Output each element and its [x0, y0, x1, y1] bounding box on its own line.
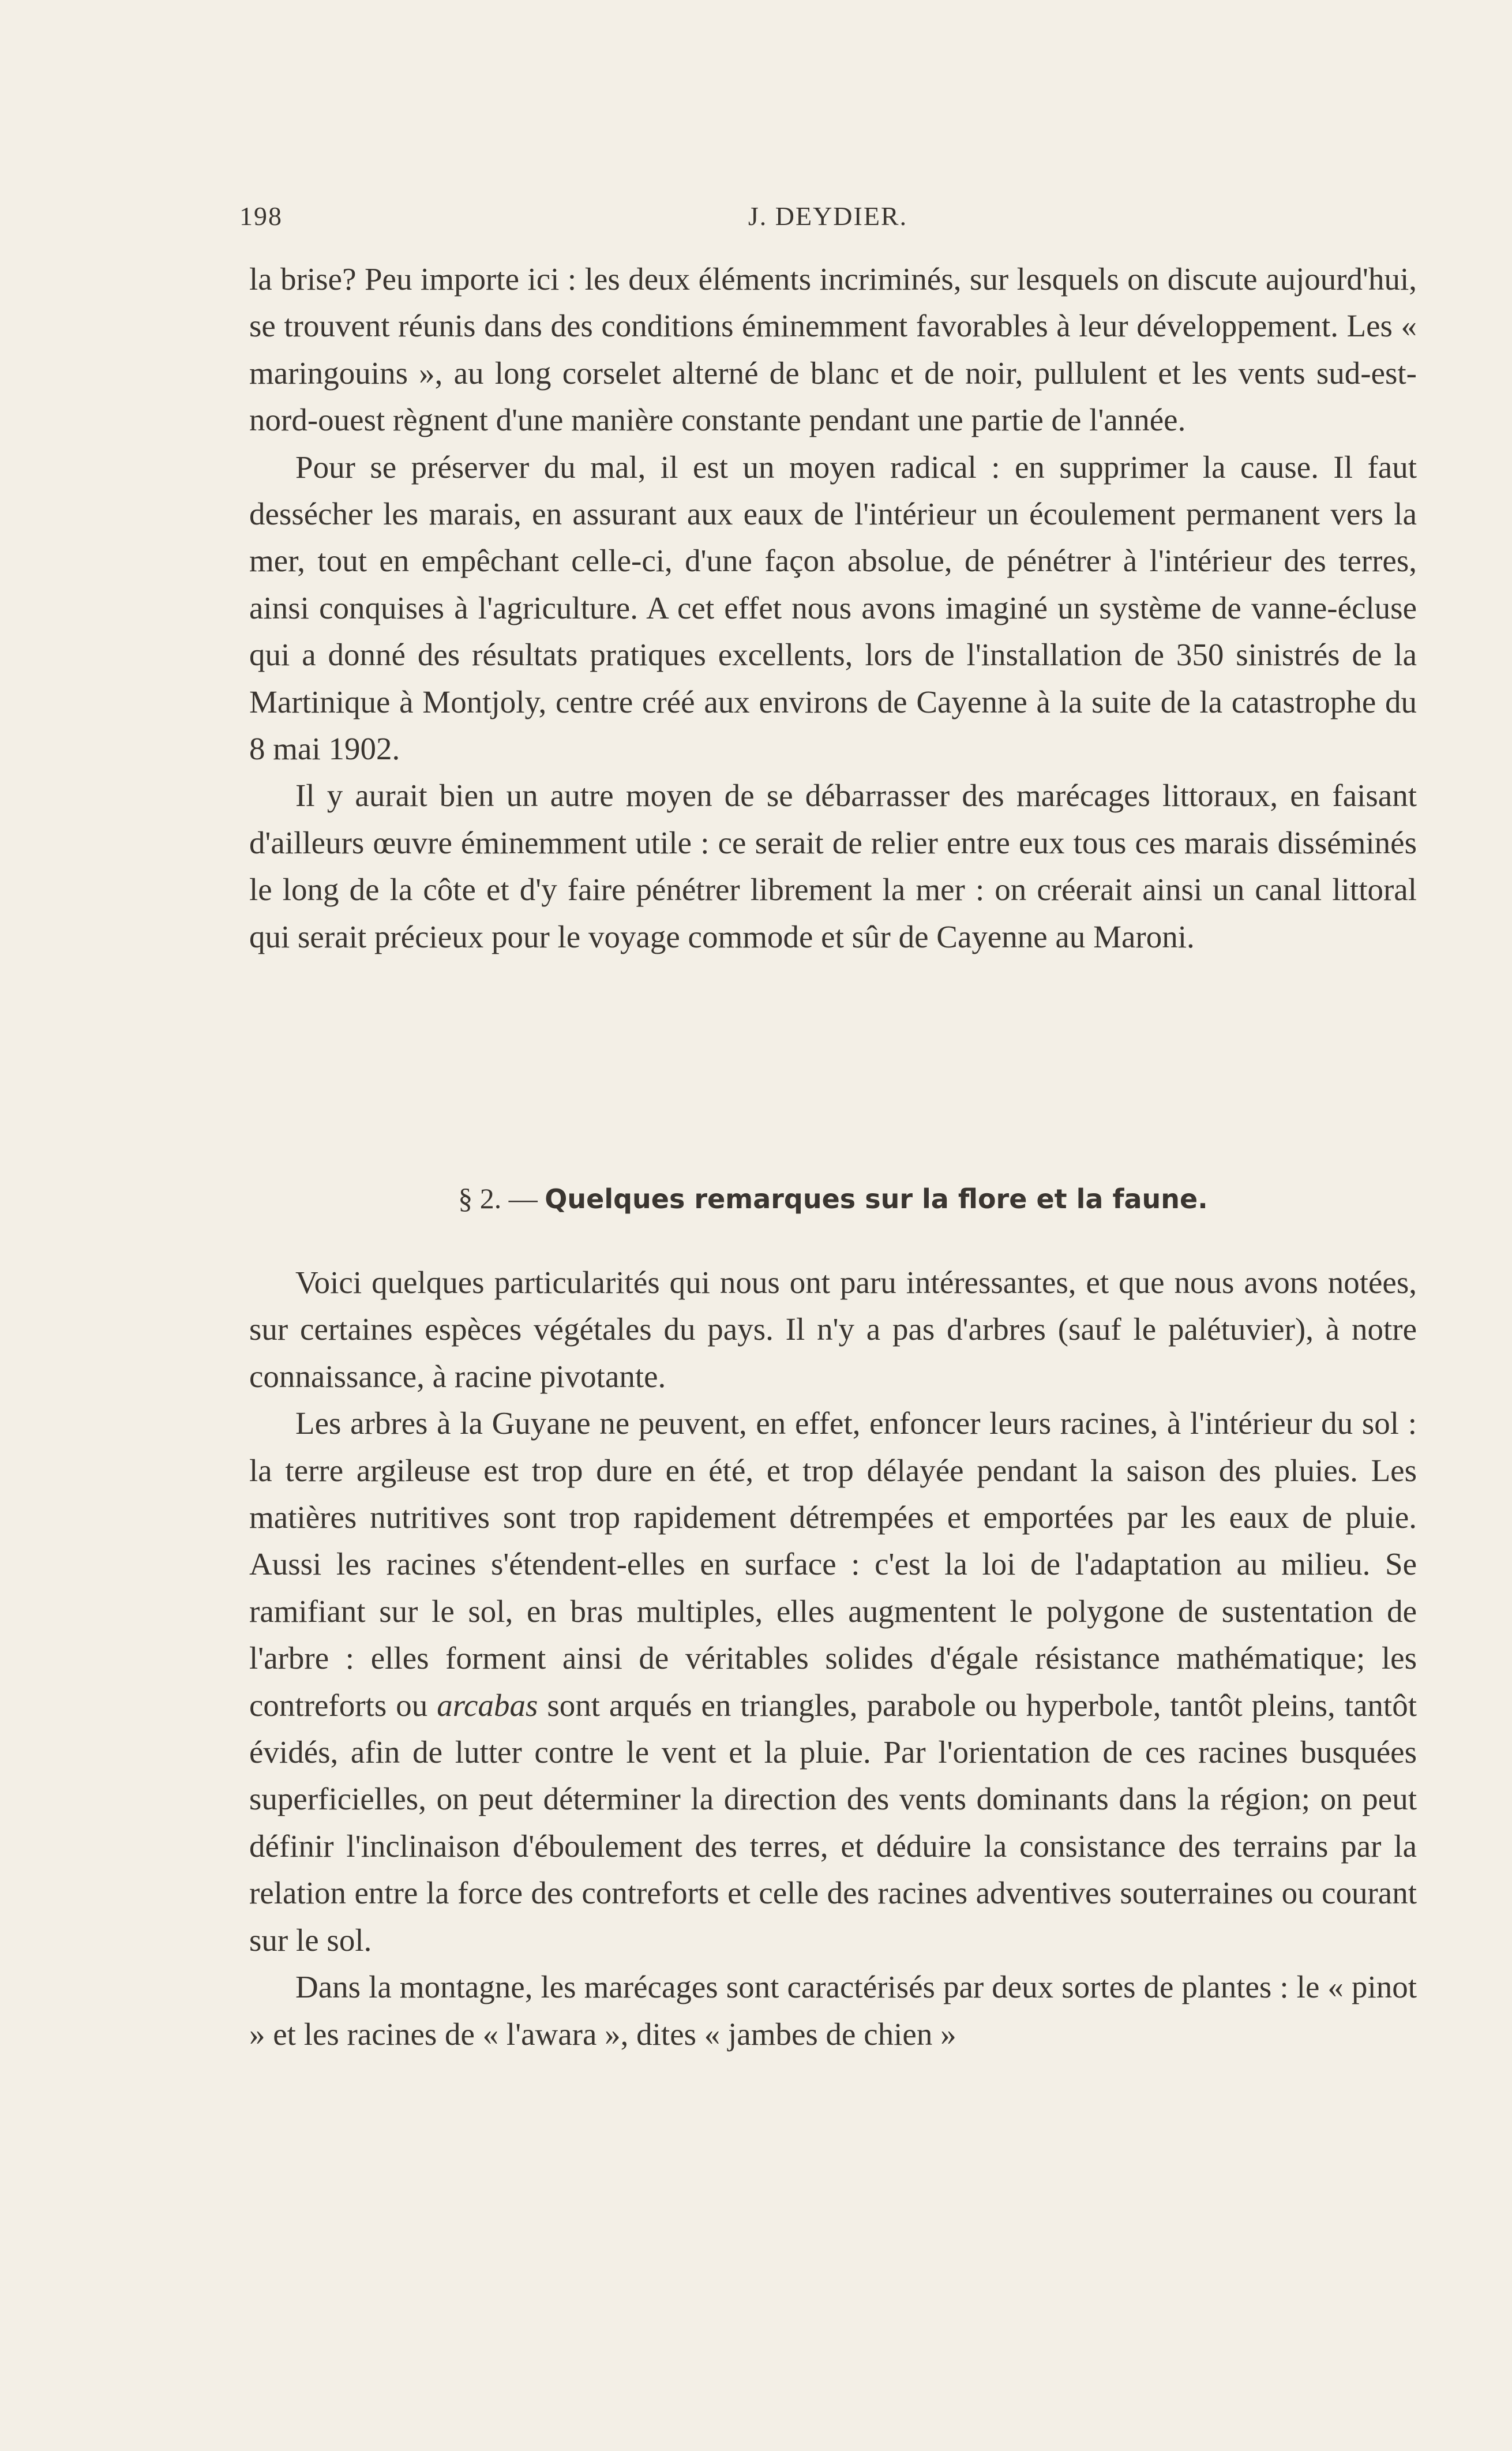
page-number: 198 — [239, 201, 283, 231]
paragraph-continuation: la brise? Peu importe ici : les deux éléments incriminés, sur lesquels on discute aujourd'hui, se trouvent réunis dans des conditions éminemment favorables à leur développement. Les « maringouins », au long corselet alterné de blanc et de noir, pullulent et les vents sud-est-nord-ouest règnent d'une manière constante pendant une partie de l'année. — [249, 261, 1417, 438]
running-title: J. DEYDIER. — [748, 201, 908, 231]
text-block-bottom — [249, 1259, 1417, 2058]
section-heading — [249, 1182, 1417, 1215]
roots-text-end: sont arqués en triangles, parabole ou hyperbole, tantôt pleins, tantôt évidés, afin de lutter contre le vent et la pluie. Par l'orientation de ces racines busquées superficielles, on peut déterminer la direction des vents dominants dans la région; on peut définir l'inclinaison d'éboulement des terres, et déduire la consistance des terrains par la relation entre la force des contreforts et celle des racines adventives souterraines ou courant sur le sol. — [249, 1687, 1417, 1958]
section-title: Quelques remarques sur la flore et la faune. — [545, 1183, 1208, 1215]
paragraph-remedy: Pour se préserver du mal, il est un moyen radical : en supprimer la cause. Il faut dessécher les marais, en assurant aux eaux de l'intérieur un écoulement permanent vers la mer, tout en empêchant celle-ci, d'une façon absolue, de pénétrer à l'intérieur des terres, ainsi conquises à l'agriculture. A cet effet nous avons imaginé un système de vanne-écluse qui a donné des résultats pratiques excellents, lors de l'installation de 350 sinistrés de la Martinique à Montjoly, centre créé aux environs de Cayenne à la suite de la catastrophe du 8 mai 1902. — [249, 449, 1417, 767]
paragraph-mountain: Dans la montagne, les marécages sont caractérisés par deux sortes de plantes : le « pinot » et les racines de « l'awara », dites « jambes de chien » — [249, 1969, 1417, 2052]
section-sign: § 2. — — [458, 1182, 538, 1215]
text-block-top — [249, 256, 1417, 960]
paragraph-canal: Il y aurait bien un autre moyen de se débarrasser des marécages littoraux, en faisant d'ailleurs œuvre éminemment utile : ce serait de relier entre eux tous ces marais disséminés le long de la côte et d'y faire pénétrer librement la mer : on créerait ainsi un canal littoral qui serait précieux pour le voyage commode et sûr de Cayenne au Maroni. — [249, 778, 1417, 954]
roots-text-start: Les arbres à la Guyane ne peuvent, en effet, enfoncer leurs racines, à l'intérieur du sol : la terre argileuse est trop dure en été, et trop délayée pendant la saison des pluies. Les matières nutritives sont trop rapidement détrempées et emportées par les eaux de pluie. Aussi les racines s'étendent-elles en surface : c'est la loi de l'adaptation au milieu. Se ramifiant sur le sol, en bras multiples, elles augmentent le polygone de sustentation de l'arbre : elles forment ainsi de véritables solides d'égale résistance mathématique; les contreforts ou — [249, 1406, 1417, 1723]
term-arcabas: arcabas — [437, 1687, 538, 1723]
running-header — [239, 201, 1416, 241]
paragraph-roots — [249, 1400, 1417, 1963]
paragraph-flora-intro: Voici quelques particularités qui nous ont paru intéressantes, et que nous avons notées, sur certaines espèces végétales du pays. Il n'y a pas d'arbres (sauf le palétuvier), à notre connaissance, à racine pivotante. — [249, 1265, 1417, 1394]
